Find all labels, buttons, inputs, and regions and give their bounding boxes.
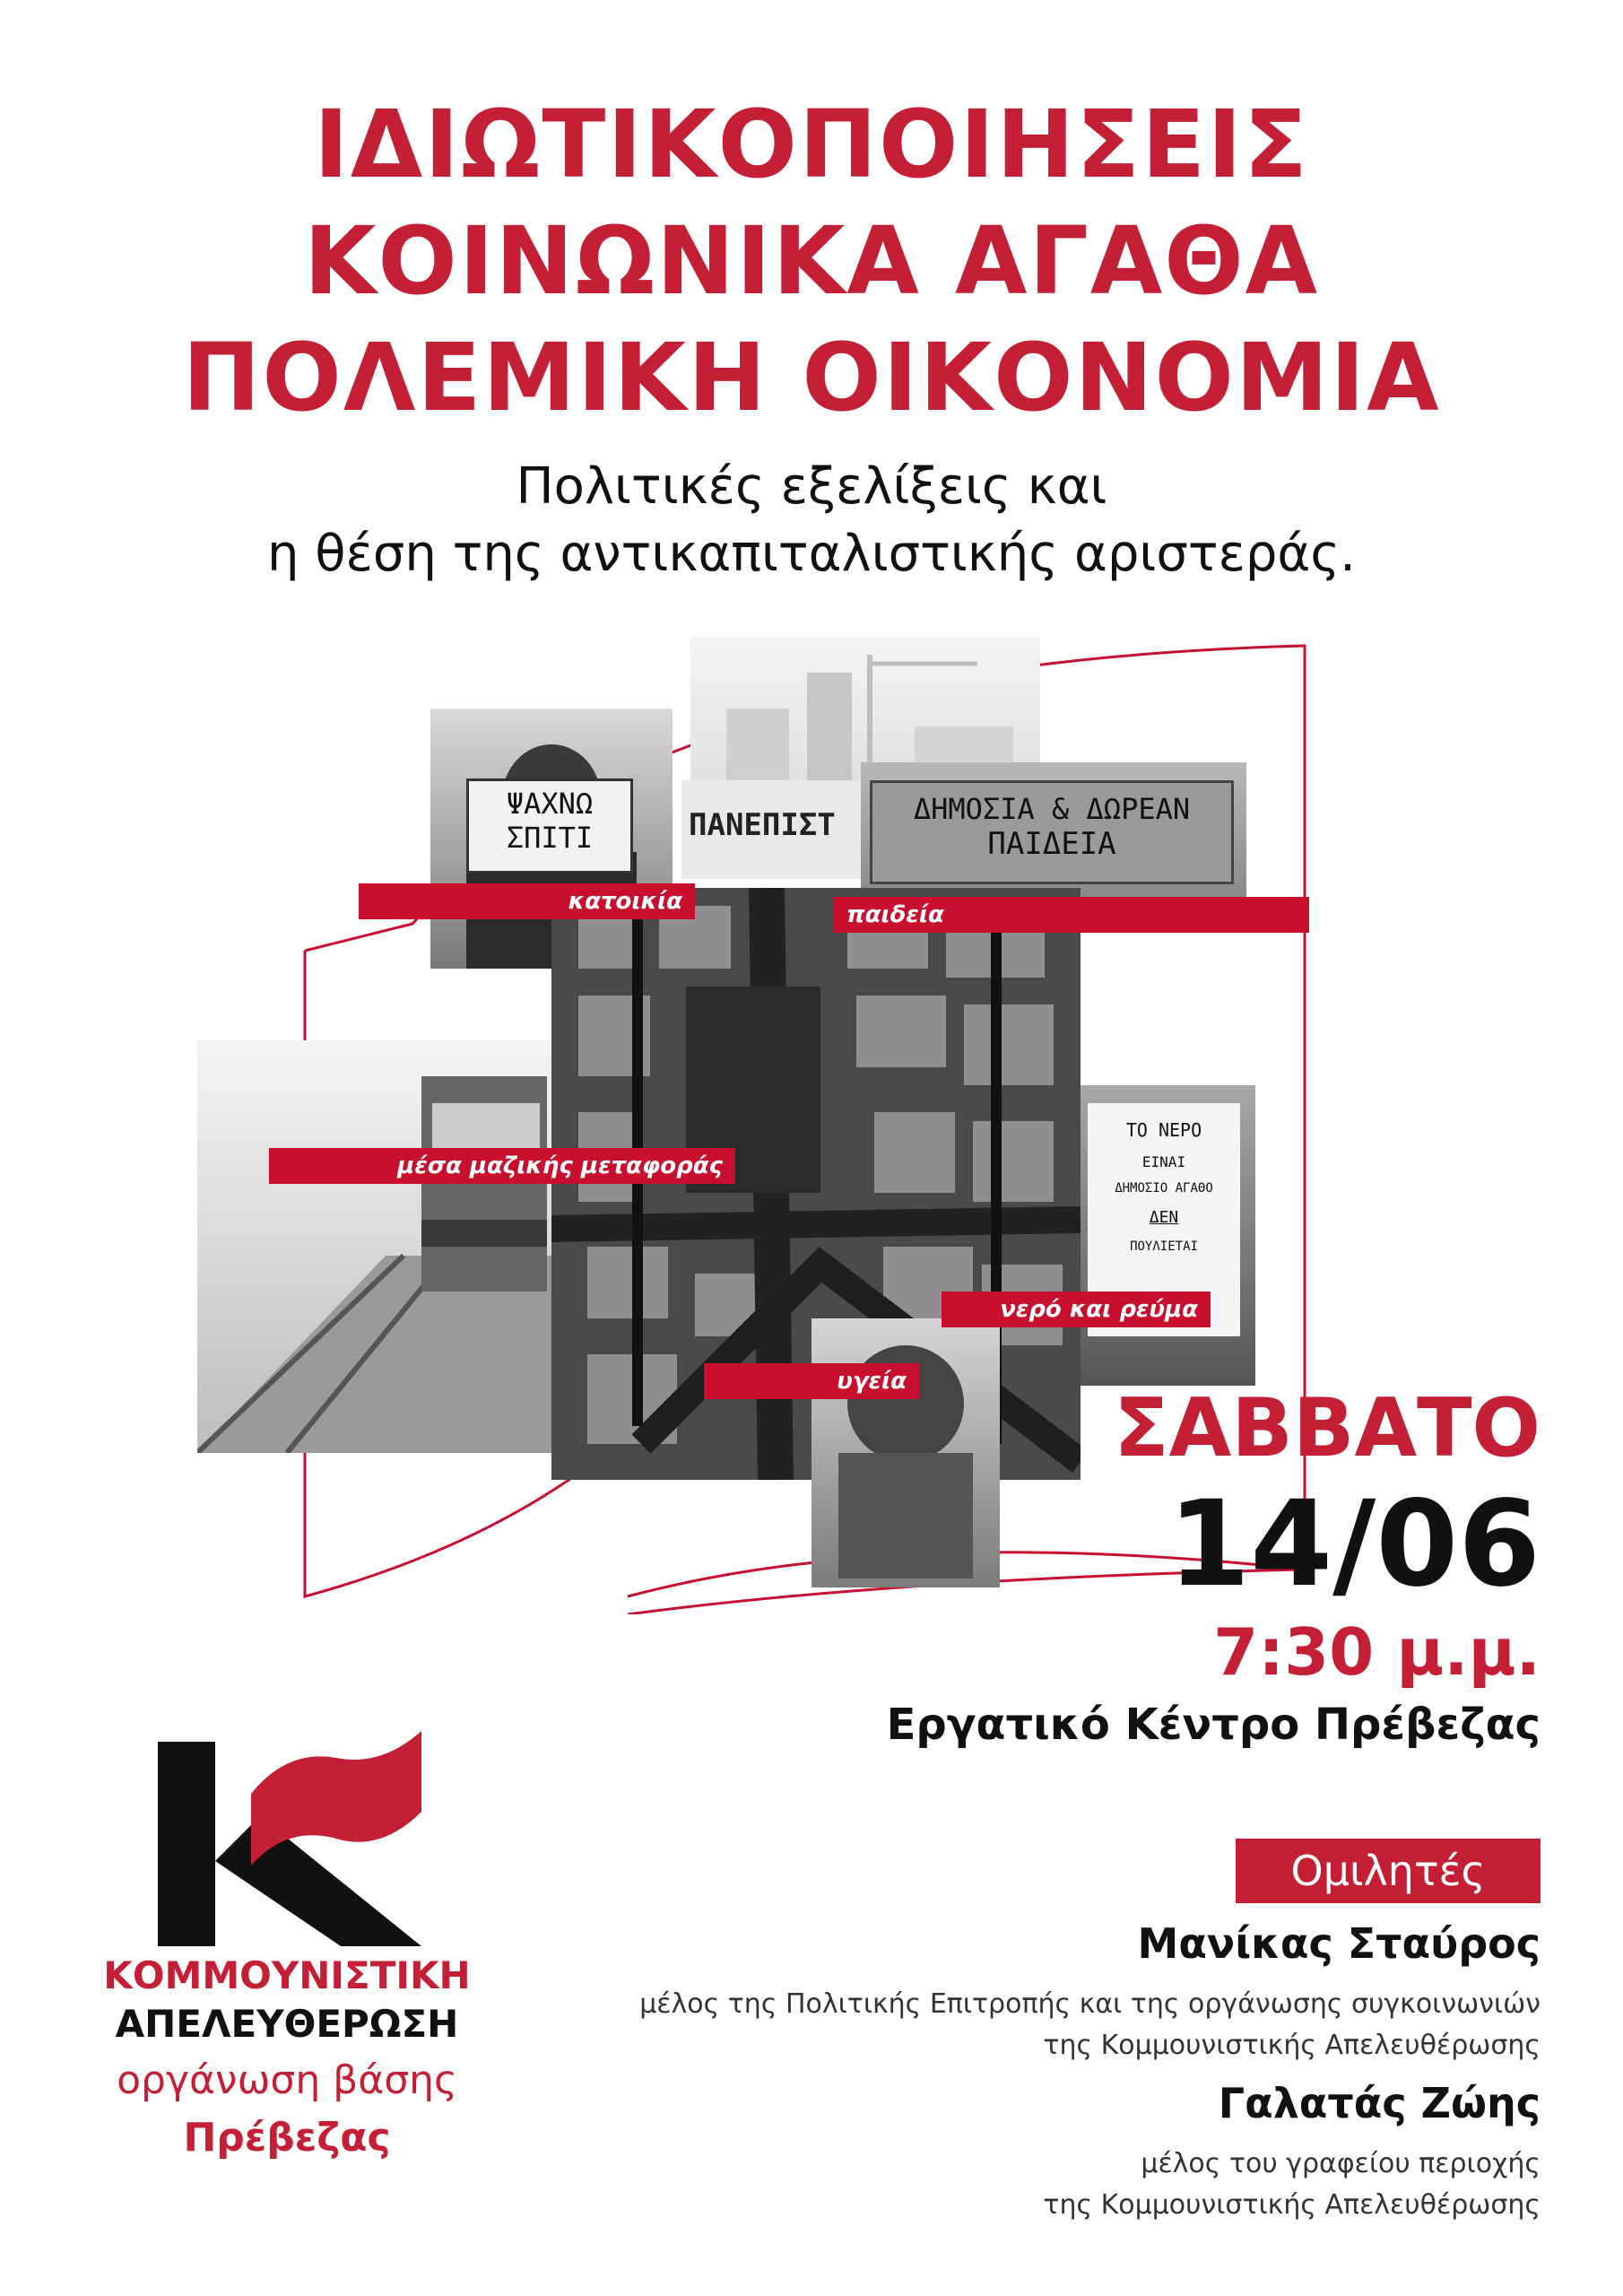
- speakers-label: Ομιλητές: [1236, 1839, 1541, 1903]
- event-time: 7:30 μ.μ.: [1213, 1614, 1541, 1690]
- event-date: 14/06: [1167, 1475, 1541, 1613]
- subtitle-line-1: Πολιτικές εξελίξεις και: [516, 457, 1107, 516]
- train-photo: [197, 1040, 551, 1453]
- title-line-2: ΚΟΙΝΩΝΙΚΑ ΑΓΑΘΑ: [303, 206, 1320, 316]
- speaker-2-role-line-1: μέλος του γραφείου περιοχής: [1141, 2148, 1541, 2179]
- title-line-1: ΙΔΙΩΤΙΚΟΠΟΙΗΣΕΙΣ: [314, 90, 1309, 199]
- event-venue: Εργατικό Κέντρο Πρέβεζας: [886, 1700, 1541, 1750]
- education-sign-line-1: ΔΗΜΟΣΙΑ & ΔΩΡΕΑΝ: [913, 792, 1191, 826]
- education-sign-line-2: ΠΑΙΔΕΙΑ: [987, 826, 1116, 862]
- event-day: ΣΑΒΒΑΤΟ: [1114, 1381, 1541, 1475]
- subtitle-line-2: η θέση της αντικαπιταλιστικής αριστεράς.: [267, 525, 1356, 583]
- organization-logo-icon: [152, 1731, 430, 1946]
- speaker-1-role-line-1: μέλος της Πολιτικής Επιτροπής και της οργάνωσης συγκοινωνιών: [639, 1988, 1541, 2020]
- logo-text-liberation: ΑΠΕΛΕΥΘΕΡΩΣΗ: [115, 2002, 459, 2046]
- tag-transport: μέσα μαζικής μεταφοράς: [269, 1148, 735, 1184]
- logo-text-base-organization: οργάνωση βάσης: [117, 2057, 457, 2103]
- speaker-1-name: Μανίκας Σταύρος: [1137, 1919, 1541, 1968]
- tag-housing: κατοικία: [359, 883, 695, 919]
- water-sign-line-3: ΔΗΜΟΣΙΟ ΑΓΑΘΟ: [1115, 1181, 1213, 1196]
- housing-sign-line-2: ΣΠΙΤΙ: [506, 821, 594, 855]
- university-banner-photo: [681, 780, 879, 879]
- speaker-2-role-line-2: της Κομμουνιστικής Απελευθέρωσης: [1043, 2189, 1541, 2221]
- logo-text-communist: ΚΟΜΜΟΥΝΙΣΤΙΚΗ: [103, 1953, 471, 1997]
- title-line-3: ΠΟΛΕΜΙΚΗ ΟΙΚΟΝΟΜΙΑ: [182, 323, 1441, 432]
- university-banner-text: ΠΑΝΕΠΙΣΤ: [689, 807, 836, 843]
- water-sign-line-5: ΠΟΥΛΙΕΤΑΙ: [1130, 1239, 1198, 1254]
- water-sign-line-4: ΔΕΝ: [1149, 1208, 1179, 1227]
- water-protest-photo: [1081, 1085, 1255, 1386]
- tag-health: υγεία: [704, 1363, 919, 1399]
- logo-text-preveza: Πρέβεζας: [183, 2115, 391, 2161]
- water-sign-line-1: ΤΟ ΝΕΡΟ: [1125, 1119, 1202, 1141]
- tag-education: παιδεία: [834, 897, 1309, 933]
- housing-sign-line-1: ΨΑΧΝΩ: [506, 787, 594, 821]
- health-photo: [812, 1318, 1000, 1587]
- tag-water-power: νερό και ρεύμα: [942, 1292, 1211, 1327]
- speaker-1-role-line-2: της Κομμουνιστικής Απελευθέρωσης: [1043, 2030, 1541, 2061]
- water-sign-line-2: ΕΙΝΑΙ: [1141, 1153, 1186, 1170]
- speaker-2-name: Γαλατάς Ζώης: [1218, 2079, 1541, 2127]
